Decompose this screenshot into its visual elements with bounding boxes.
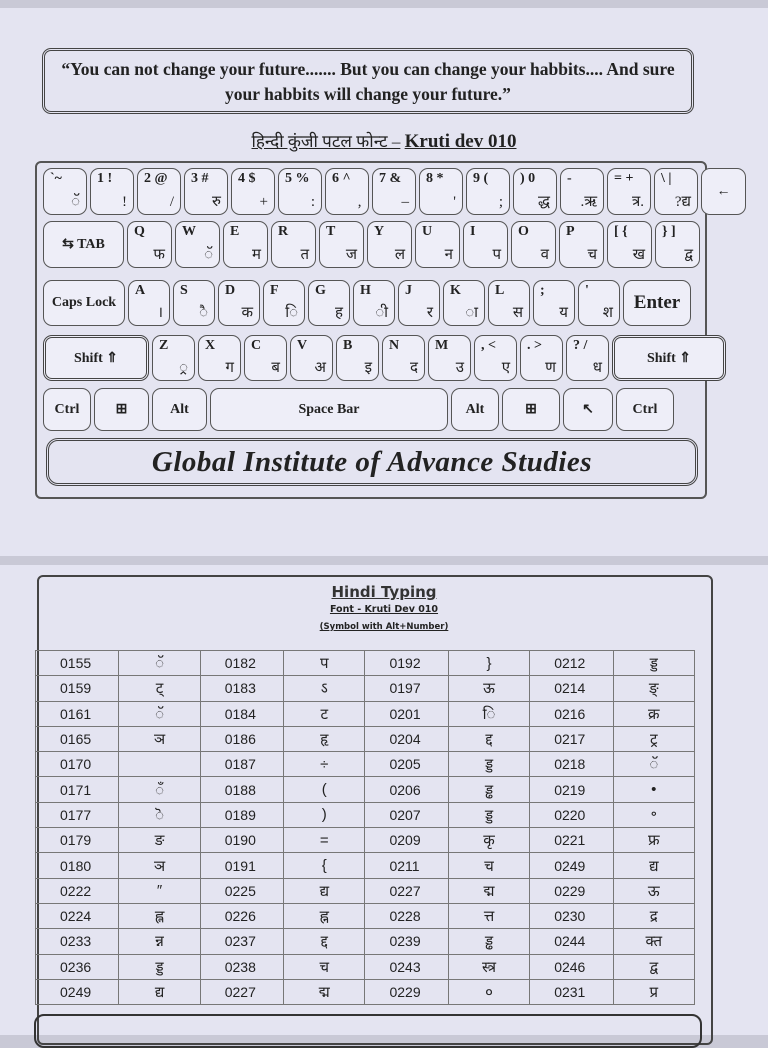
page-title: Hindi Typing [331, 583, 437, 601]
arrow-key[interactable]: ↖ [563, 388, 613, 431]
key-hindi-label: त्र. [631, 194, 644, 210]
alt-code-cell: 0190 [200, 828, 283, 853]
key-hindi-label: ा [465, 305, 478, 321]
symbol-cell: ह्न [284, 903, 365, 928]
symbol-cell: ॅ [613, 752, 694, 777]
key-latin-label: \ | [661, 171, 672, 186]
key-hindi-label: ' [453, 194, 456, 210]
key-latin-label: 1 ! [97, 171, 113, 186]
table-row [36, 752, 695, 777]
key-hindi-label: ॅ [71, 194, 80, 210]
table-row [36, 802, 695, 827]
alt-code-cell: 0238 [200, 954, 283, 979]
key-hindi-label: ब [271, 360, 280, 376]
key-hindi-label: ए [501, 360, 510, 376]
alt-code-cell: 0229 [365, 979, 448, 1004]
key[interactable] [488, 280, 530, 326]
table-row [36, 701, 695, 726]
alt-code-cell: 0189 [200, 802, 283, 827]
symbol-cell: ह्ल [119, 903, 200, 928]
keyboard-row [43, 168, 746, 215]
right-alt-key[interactable]: Alt [451, 388, 499, 431]
key[interactable] [654, 168, 698, 215]
key[interactable] [520, 335, 563, 381]
key-latin-label: 3 # [191, 171, 209, 186]
key-latin-label: Q [134, 224, 145, 239]
keyboard-row [43, 280, 691, 326]
alt-code-cell: 0249 [36, 979, 119, 1004]
symbol-cell: द्द [448, 726, 529, 751]
key-latin-label: . > [527, 338, 542, 353]
symbol-cell: द्व [613, 954, 694, 979]
key[interactable] [137, 168, 181, 215]
alt-code-cell: 0228 [365, 903, 448, 928]
symbol-cell: ि [448, 701, 529, 726]
key-hindi-label: ; [498, 194, 503, 210]
key-latin-label: , < [481, 338, 496, 353]
key[interactable] [308, 280, 350, 326]
symbol-cell: ऊ [448, 676, 529, 701]
key-hindi-label: उ [455, 360, 464, 376]
key-hindi-label: म [252, 247, 261, 263]
key-hindi-label: अ [314, 360, 326, 376]
alt-code-cell: 0226 [200, 903, 283, 928]
symbol-cell: ङ [119, 828, 200, 853]
symbol-cell: ट् [119, 676, 200, 701]
alt-code-cell: 0214 [530, 676, 613, 701]
alt-code-cell: 0184 [200, 701, 283, 726]
key-hindi-label: य [559, 305, 568, 321]
alt-code-cell: 0212 [530, 651, 613, 676]
key-hindi-label: .ऋ [580, 194, 597, 210]
key[interactable] [128, 280, 170, 326]
key-latin-label: L [495, 283, 505, 298]
key-hindi-label: ण [545, 360, 556, 376]
alt-code-cell: 0211 [365, 853, 448, 878]
symbol-cell: द्द [284, 929, 365, 954]
key-hindi-label: रु [212, 194, 221, 210]
key[interactable] [511, 221, 556, 268]
keyboard-layout [35, 161, 731, 499]
institute-banner: Global Institute of Advance Studies [46, 438, 698, 486]
key-hindi-label: ै [199, 305, 208, 321]
key-hindi-label: प [492, 247, 501, 263]
table-row [36, 676, 695, 701]
key-latin-label: W [182, 224, 196, 239]
key-latin-label: = + [614, 171, 634, 186]
key-hindi-label: – [401, 194, 409, 210]
symbol-cell: ॅ [119, 651, 200, 676]
key-latin-label: ? / [573, 338, 588, 353]
alt-code-cell: 0220 [530, 802, 613, 827]
symbol-cell: ऊ [613, 878, 694, 903]
symbol-cell: द्र [613, 903, 694, 928]
key-latin-label: 4 $ [238, 171, 256, 186]
enter-key[interactable]: Enter [623, 280, 691, 326]
alt-code-cell: 0216 [530, 701, 613, 726]
right-ctrl-key[interactable]: Ctrl [616, 388, 674, 431]
key[interactable] [367, 221, 412, 268]
key[interactable] [223, 221, 268, 268]
key-hindi-label: ज [345, 247, 357, 263]
key-latin-label: A [135, 283, 146, 298]
alt-code-cell: 0183 [200, 676, 283, 701]
key-hindi-label: / [169, 194, 174, 210]
alt-code-cell: 0231 [530, 979, 613, 1004]
key[interactable] [415, 221, 460, 268]
keyboard-title-hindi: हिन्दी कुंजी पटल फोन्ट – [251, 132, 401, 151]
symbol-cell: = [284, 828, 365, 853]
key-latin-label: [ { [614, 224, 628, 239]
key[interactable] [319, 221, 364, 268]
symbol-cell: ड्ड [448, 752, 529, 777]
key[interactable] [382, 335, 425, 381]
key-hindi-label: ग [225, 360, 234, 376]
symbol-cell: स्त्र [448, 954, 529, 979]
alt-code-cell: 0239 [365, 929, 448, 954]
key-hindi-label: र [426, 305, 433, 321]
key-hindi-label: ्र [179, 360, 188, 376]
key-hindi-label: । [157, 305, 163, 321]
font-subtitle: Font - Kruti Dev 010 [329, 604, 439, 615]
key[interactable] [290, 335, 333, 381]
alt-code-cell: 0177 [36, 802, 119, 827]
symbol-cell: ञ [119, 853, 200, 878]
alt-code-cell: 0192 [365, 651, 448, 676]
left-windows-key[interactable]: ⊞ [94, 388, 149, 431]
key-hindi-label: न [444, 247, 453, 263]
alt-code-cell: 0218 [530, 752, 613, 777]
key[interactable] [607, 168, 651, 215]
table-row [36, 828, 695, 853]
caps-lock-key[interactable]: Caps Lock [43, 280, 125, 326]
key[interactable] [607, 221, 652, 268]
key-hindi-label: ि [285, 305, 298, 321]
key-hindi-label: : [310, 194, 315, 210]
alt-code-cell: 0233 [36, 929, 119, 954]
key-latin-label: 2 @ [144, 171, 168, 186]
symbol-cell: क्त [613, 929, 694, 954]
key[interactable] [513, 168, 557, 215]
alt-code-cell: 0180 [36, 853, 119, 878]
key-latin-label: T [326, 224, 336, 239]
key[interactable] [655, 221, 700, 268]
alt-code-cell: 0230 [530, 903, 613, 928]
key-hindi-label: द्व [684, 247, 693, 263]
key-latin-label: B [343, 338, 353, 353]
key-latin-label: S [180, 283, 188, 298]
key-hindi-label: द [410, 360, 418, 376]
table-row [36, 853, 695, 878]
key-latin-label: ' [585, 283, 589, 298]
alt-code-cell: 0206 [365, 777, 448, 802]
alt-code-cell: 0191 [200, 853, 283, 878]
key-latin-label: D [225, 283, 236, 298]
left-ctrl-key[interactable]: Ctrl [43, 388, 91, 431]
table-row [36, 878, 695, 903]
key[interactable] [173, 280, 215, 326]
symbol-cell: ट [284, 701, 365, 726]
symbol-cell: ÷ [284, 752, 365, 777]
key-latin-label: R [278, 224, 289, 239]
symbol-cell: } [448, 651, 529, 676]
alt-code-cell: 0219 [530, 777, 613, 802]
symbol-cell: ॆ [119, 802, 200, 827]
table-row [36, 651, 695, 676]
key-hindi-label: ख [632, 247, 645, 263]
symbol-cell: ड्ढ [448, 777, 529, 802]
key[interactable] [463, 221, 508, 268]
symbol-note: (Symbol with Alt+Number) [319, 622, 449, 632]
symbol-cell: फ्र [613, 828, 694, 853]
key-hindi-label: ॅ [204, 247, 213, 263]
symbol-cell: ँ [119, 777, 200, 802]
alt-code-cell: 0229 [530, 878, 613, 903]
left-shift-key[interactable]: Shift ⇑ [43, 335, 149, 381]
symbol-cell: द्म [284, 979, 365, 1004]
key[interactable] [419, 168, 463, 215]
symbol-cell: ड्ड [613, 651, 694, 676]
symbol-table-sheet [0, 565, 768, 1035]
symbol-cell: ) [284, 802, 365, 827]
key[interactable] [278, 168, 322, 215]
key-hindi-label: ह [335, 305, 343, 321]
symbol-cell: त्त [448, 903, 529, 928]
alt-code-cell: 0225 [200, 878, 283, 903]
alt-code-cell: 0186 [200, 726, 283, 751]
symbol-cell: ड्ढ [448, 929, 529, 954]
symbol-cell [119, 752, 200, 777]
symbol-cell: कृ [448, 828, 529, 853]
alt-code-cell: 0171 [36, 777, 119, 802]
key-latin-label: `~ [50, 171, 62, 186]
table-row [36, 777, 695, 802]
key[interactable] [578, 280, 620, 326]
key[interactable] [184, 168, 228, 215]
key-latin-label: N [389, 338, 400, 353]
key-hindi-label: ?द्य [674, 194, 691, 210]
key-latin-label: J [405, 283, 412, 298]
alt-code-cell: 0201 [365, 701, 448, 726]
alt-code-cell: 0204 [365, 726, 448, 751]
footer-banner-partial [34, 1014, 702, 1048]
table-row [36, 726, 695, 751]
key-latin-label: Z [159, 338, 169, 353]
key-latin-label: M [435, 338, 449, 353]
key-latin-label: U [422, 224, 433, 239]
key[interactable] [466, 168, 510, 215]
key-hindi-label: त [300, 247, 309, 263]
left-alt-key[interactable]: Alt [152, 388, 207, 431]
keyboard-title-font: Kruti dev 010 [404, 131, 517, 152]
key-latin-label: 9 ( [473, 171, 489, 186]
alt-code-cell: 0249 [530, 853, 613, 878]
symbol-cell: ॰ [613, 802, 694, 827]
key-latin-label: V [297, 338, 308, 353]
symbol-cell: ङ् [613, 676, 694, 701]
alt-code-cell: 0244 [530, 929, 613, 954]
key-latin-label: 7 & [379, 171, 402, 186]
key-hindi-label: क [241, 305, 253, 321]
alt-code-cell: 0246 [530, 954, 613, 979]
motivational-quote: “You can not change your future....... But you can change your habbits.... And sure your habbits will change your future.” [42, 48, 694, 114]
alt-code-cell: 0197 [365, 676, 448, 701]
key[interactable] [428, 335, 471, 381]
key[interactable] [474, 335, 517, 381]
alt-code-cell: 0205 [365, 752, 448, 777]
key[interactable] [398, 280, 440, 326]
key-latin-label: K [450, 283, 461, 298]
symbol-cell: ड्ड [448, 802, 529, 827]
key[interactable] [43, 168, 87, 215]
key-hindi-label: ी [375, 305, 388, 321]
alt-code-cell: 0227 [200, 979, 283, 1004]
key[interactable] [353, 280, 395, 326]
key-latin-label: } ] [662, 224, 676, 239]
backspace-key[interactable]: ← [701, 168, 746, 215]
key[interactable] [566, 335, 609, 381]
key-latin-label: P [566, 224, 575, 239]
key-latin-label: F [270, 283, 279, 298]
key-latin-label: E [230, 224, 240, 239]
table-row [36, 979, 695, 1004]
symbol-cell: द्य [119, 979, 200, 1004]
alt-code-table [35, 650, 695, 1005]
key[interactable] [271, 221, 316, 268]
key[interactable] [198, 335, 241, 381]
symbol-cell: द्य [284, 878, 365, 903]
key-latin-label: X [205, 338, 216, 353]
alt-code-cell: 0188 [200, 777, 283, 802]
alt-code-cell: 0237 [200, 929, 283, 954]
key-latin-label: Y [374, 224, 385, 239]
keyboard-row [43, 388, 674, 431]
keyboard-row [43, 221, 700, 268]
key-latin-label: H [360, 283, 371, 298]
key-latin-label: ) 0 [520, 171, 536, 186]
table-row [36, 903, 695, 928]
key-latin-label: 5 % [285, 171, 310, 186]
key-latin-label: O [518, 224, 529, 239]
symbol-cell: प्र [613, 979, 694, 1004]
alt-code-cell: 0224 [36, 903, 119, 928]
alt-code-cell: 0179 [36, 828, 119, 853]
symbol-cell: क्र [613, 701, 694, 726]
key[interactable] [231, 168, 275, 215]
key-hindi-label: स [512, 305, 523, 321]
key-hindi-label: ‚ [357, 194, 362, 210]
key-latin-label: 6 ^ [332, 171, 351, 186]
alt-code-cell: 0159 [36, 676, 119, 701]
key[interactable] [533, 280, 575, 326]
alt-code-cell: 0187 [200, 752, 283, 777]
tab-key[interactable]: ⇆ TAB [43, 221, 124, 268]
symbol-cell: च [284, 954, 365, 979]
symbol-cell: • [613, 777, 694, 802]
symbol-cell: ट्र [613, 726, 694, 751]
key-hindi-label: इ [364, 360, 372, 376]
key-latin-label: - [567, 171, 572, 186]
key-hindi-label: फ [153, 247, 165, 263]
key[interactable] [443, 280, 485, 326]
alt-code-cell: 0170 [36, 752, 119, 777]
key[interactable] [325, 168, 369, 215]
key-hindi-label: ! [122, 194, 127, 210]
key-latin-label: C [251, 338, 262, 353]
alt-code-cell: 0165 [36, 726, 119, 751]
alt-code-cell: 0217 [530, 726, 613, 751]
alt-code-cell: 0207 [365, 802, 448, 827]
table-row [36, 954, 695, 979]
symbol-cell: ″ [119, 878, 200, 903]
key-hindi-label: ल [394, 247, 405, 263]
key[interactable] [559, 221, 604, 268]
symbol-cell: ० [448, 979, 529, 1004]
symbol-cell: ञ [119, 726, 200, 751]
symbol-cell: च [448, 853, 529, 878]
key-hindi-label: द्ध [538, 194, 550, 210]
key[interactable] [263, 280, 305, 326]
symbol-cell: ऽ [284, 676, 365, 701]
key[interactable] [336, 335, 379, 381]
keyboard-sheet [0, 8, 768, 556]
symbol-cell: द्म [448, 878, 529, 903]
right-shift-key[interactable]: Shift ⇑ [612, 335, 726, 381]
key-latin-label: ; [540, 283, 545, 298]
symbol-cell: ( [284, 777, 365, 802]
symbol-cell: प [284, 651, 365, 676]
key-hindi-label: श [602, 305, 613, 321]
key[interactable] [244, 335, 287, 381]
alt-code-cell: 0222 [36, 878, 119, 903]
key-latin-label: 8 * [426, 171, 444, 186]
keyboard-title [0, 129, 768, 153]
key[interactable] [127, 221, 172, 268]
alt-code-cell: 0209 [365, 828, 448, 853]
alt-code-cell: 0236 [36, 954, 119, 979]
alt-code-cell: 0155 [36, 651, 119, 676]
right-windows-key[interactable]: ⊞ [502, 388, 560, 431]
symbol-cell: { [284, 853, 365, 878]
key[interactable] [560, 168, 604, 215]
key[interactable] [152, 335, 195, 381]
key-hindi-label: + [259, 194, 268, 210]
key-hindi-label: च [587, 247, 597, 263]
key[interactable] [175, 221, 220, 268]
key-hindi-label: ध [592, 360, 602, 376]
symbol-cell: हृ [284, 726, 365, 751]
symbol-cell: न्न [119, 929, 200, 954]
keyboard-row [43, 335, 726, 381]
alt-code-cell: 0161 [36, 701, 119, 726]
symbol-cell: द्य [613, 853, 694, 878]
symbol-cell: ड्ड [119, 954, 200, 979]
alt-code-cell: 0243 [365, 954, 448, 979]
key[interactable] [218, 280, 260, 326]
key[interactable] [90, 168, 134, 215]
key-latin-label: G [315, 283, 326, 298]
key-hindi-label: व [540, 247, 549, 263]
alt-code-cell: 0221 [530, 828, 613, 853]
symbol-cell: ॅ [119, 701, 200, 726]
table-row [36, 929, 695, 954]
alt-code-cell: 0182 [200, 651, 283, 676]
key[interactable] [372, 168, 416, 215]
space-bar-key[interactable]: Space Bar [210, 388, 448, 431]
alt-code-cell: 0227 [365, 878, 448, 903]
key-latin-label: I [470, 224, 476, 239]
